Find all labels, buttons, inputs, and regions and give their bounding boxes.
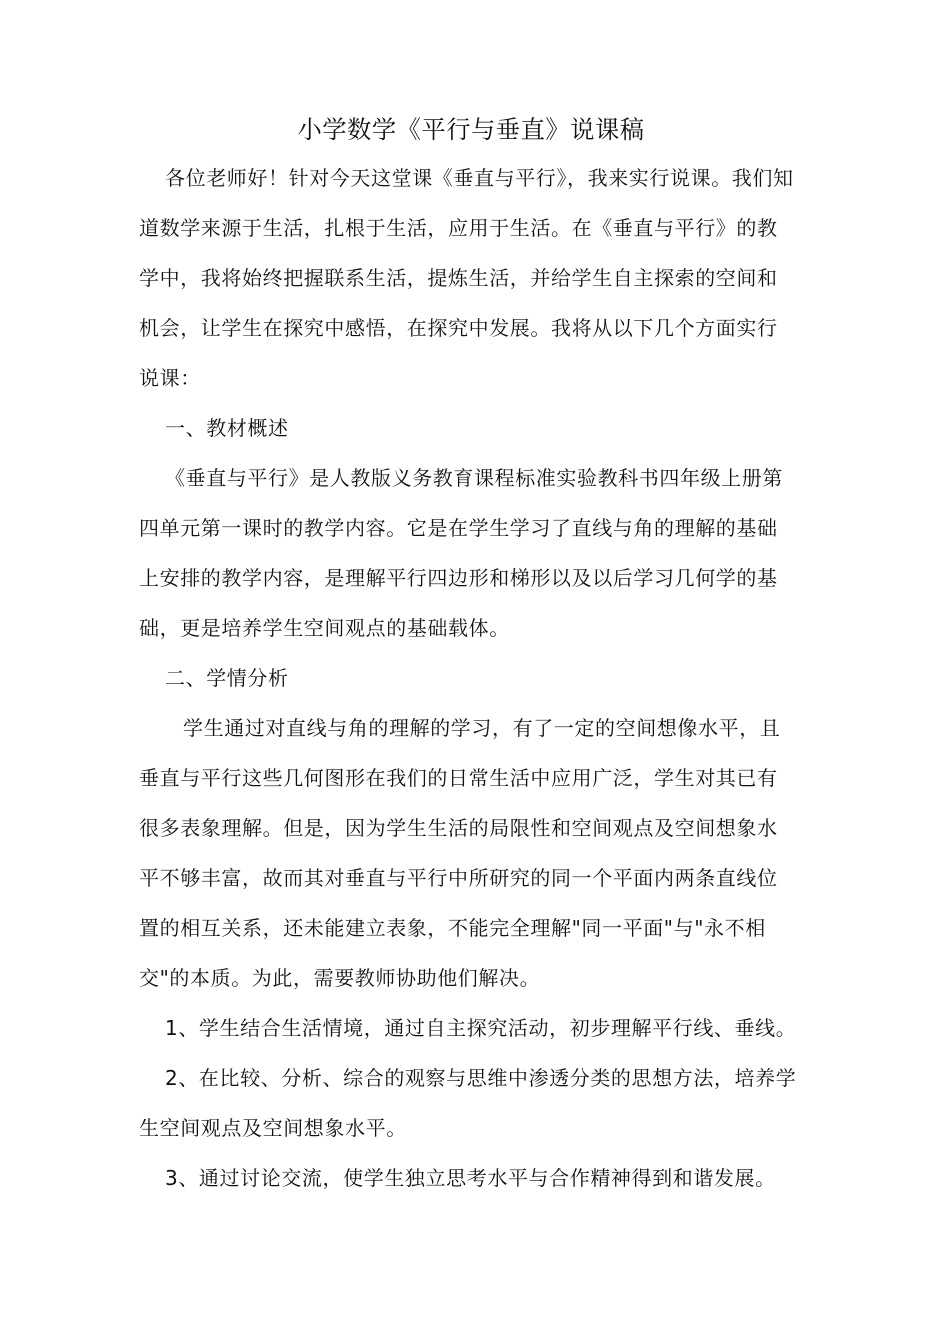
section-heading: 一、教材概述 <box>165 416 289 440</box>
paragraph-line: 道数学来源于生活，扎根于生活，应用于生活。在《垂直与平行》的教 <box>139 216 778 240</box>
paragraph-line: 上安排的教学内容，是理解平行四边形和梯形以及以后学习几何学的基 <box>139 566 778 590</box>
paragraph-line: 说课： <box>139 366 201 390</box>
list-item: 2、在比较、分析、综合的观察与思维中渗透分类的思想方法，培养学 <box>165 1066 797 1090</box>
paragraph-line: 四单元第一课时的教学内容。它是在学生学习了直线与角的理解的基础 <box>139 516 778 540</box>
paragraph-line: 学生通过对直线与角的理解的学习，有了一定的空间想像水平，且 <box>183 716 781 740</box>
paragraph-line: 平不够丰富，故而其对垂直与平行中所研究的同一个平面内两条直线位 <box>139 866 778 890</box>
paragraph-line: 垂直与平行这些几何图形在我们的日常生活中应用广泛，学生对其已有 <box>139 766 778 790</box>
list-item: 3、通过讨论交流，使学生独立思考水平与合作精神得到和谐发展。 <box>165 1166 776 1190</box>
paragraph-line: 各位老师好！针对今天这堂课《垂直与平行》，我来实行说课。我们知 <box>165 166 794 190</box>
paragraph-line: 很多表象理解。但是，因为学生生活的局限性和空间观点及空间想象水 <box>139 816 778 840</box>
paragraph-line: 学中，我将始终把握联系生活，提炼生活，并给学生自主探索的空间和 <box>139 266 778 290</box>
paragraph-line: 机会，让学生在探究中感悟，在探究中发展。我将从以下几个方面实行 <box>139 316 778 340</box>
paragraph-line: 生空间观点及空间想象水平。 <box>139 1116 407 1140</box>
document-title: 小学数学《平行与垂直》说课稿 <box>297 115 645 144</box>
paragraph-line: 交"的本质。为此，需要教师协助他们解决。 <box>139 966 541 990</box>
list-item: 1、学生结合生活情境，通过自主探究活动，初步理解平行线、垂线。 <box>165 1016 797 1040</box>
paragraph-line: 置的相互关系，还未能建立表象，不能完全理解"同一平面"与"永不相 <box>139 916 766 940</box>
paragraph-line: 《垂直与平行》是人教版义务教育课程标准实验教科书四年级上册第 <box>165 466 783 490</box>
paragraph-line: 础，更是培养学生空间观点的基础载体。 <box>139 616 510 640</box>
section-heading: 二、学情分析 <box>165 666 289 690</box>
